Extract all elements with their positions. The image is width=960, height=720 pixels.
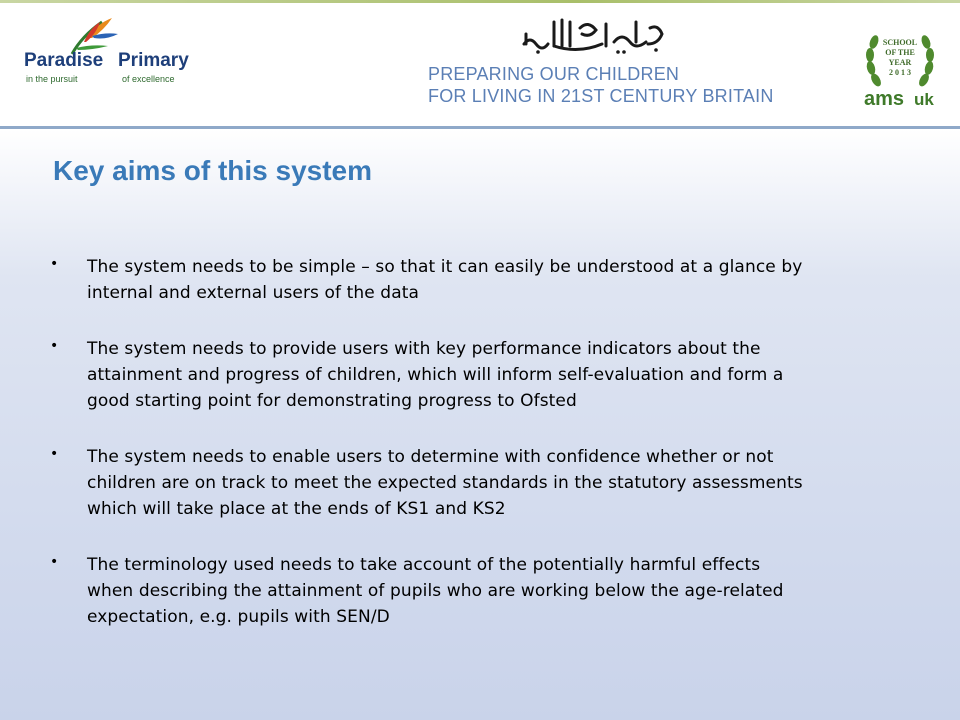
- slide-title: Key aims of this system: [53, 155, 373, 186]
- bullet-icon: •: [50, 446, 59, 462]
- award-brand: ams: [864, 88, 905, 110]
- bullet-text: The terminology used needs to take account of the potentially harmful effects when describing the attainment of pupils who are working below the age-related expectation, e.g. pupils with SEN/D: [87, 555, 784, 627]
- bullet-text: The system needs to provide users with key performance indicators about the attainment and progress of children, which will inform self-evaluation and form a good starting point for demonstrating progress to Ofsted: [87, 339, 784, 411]
- motto-line-2: FOR LIVING IN 21ST CENTURY BRITAIN: [428, 86, 774, 106]
- bullet-item: [50, 552, 810, 630]
- paradise-primary-logo: [22, 22, 192, 102]
- award-brand-suffix: uk: [914, 90, 934, 109]
- badge-line-3: YEAR: [888, 58, 912, 67]
- ams-award-logo: [856, 30, 944, 110]
- badge-line-4: 2 0 1 3: [889, 68, 911, 77]
- bullet-text: The system needs to enable users to determine with confidence whether or not children are on track to meet the expected standards in the statutory assessments which will take place at the ends of KS1 and KS2: [87, 447, 803, 519]
- bismillah-calligraphy-art: [518, 14, 668, 58]
- school-tagline-part2: of excellence: [122, 74, 175, 84]
- motto-line-1: PREPARING OUR CHILDREN: [428, 64, 680, 84]
- bullet-icon: •: [50, 256, 59, 272]
- header-top-rule: [0, 0, 960, 3]
- school-motto: [428, 63, 808, 107]
- aims-bullet-list: [50, 254, 810, 660]
- school-name-part2: Primary: [118, 50, 189, 71]
- school-name-part1: Paradise: [24, 50, 104, 71]
- school-tagline-part1: in the pursuit: [26, 74, 78, 84]
- badge-line-2: OF THE: [885, 48, 915, 57]
- bullet-text: The system needs to be simple – so that it can easily be understood at a glance by internal and external users of the data: [87, 257, 803, 303]
- award-badge-text: [856, 30, 944, 78]
- bullet-item: [50, 444, 810, 522]
- slide-header: [0, 0, 960, 128]
- bismillah-calligraphy: [518, 14, 668, 58]
- bullet-item: [50, 254, 810, 306]
- bullet-item: [50, 336, 810, 414]
- bullet-icon: •: [50, 554, 59, 570]
- bullet-icon: •: [50, 338, 59, 354]
- badge-line-1: SCHOOL: [882, 38, 918, 47]
